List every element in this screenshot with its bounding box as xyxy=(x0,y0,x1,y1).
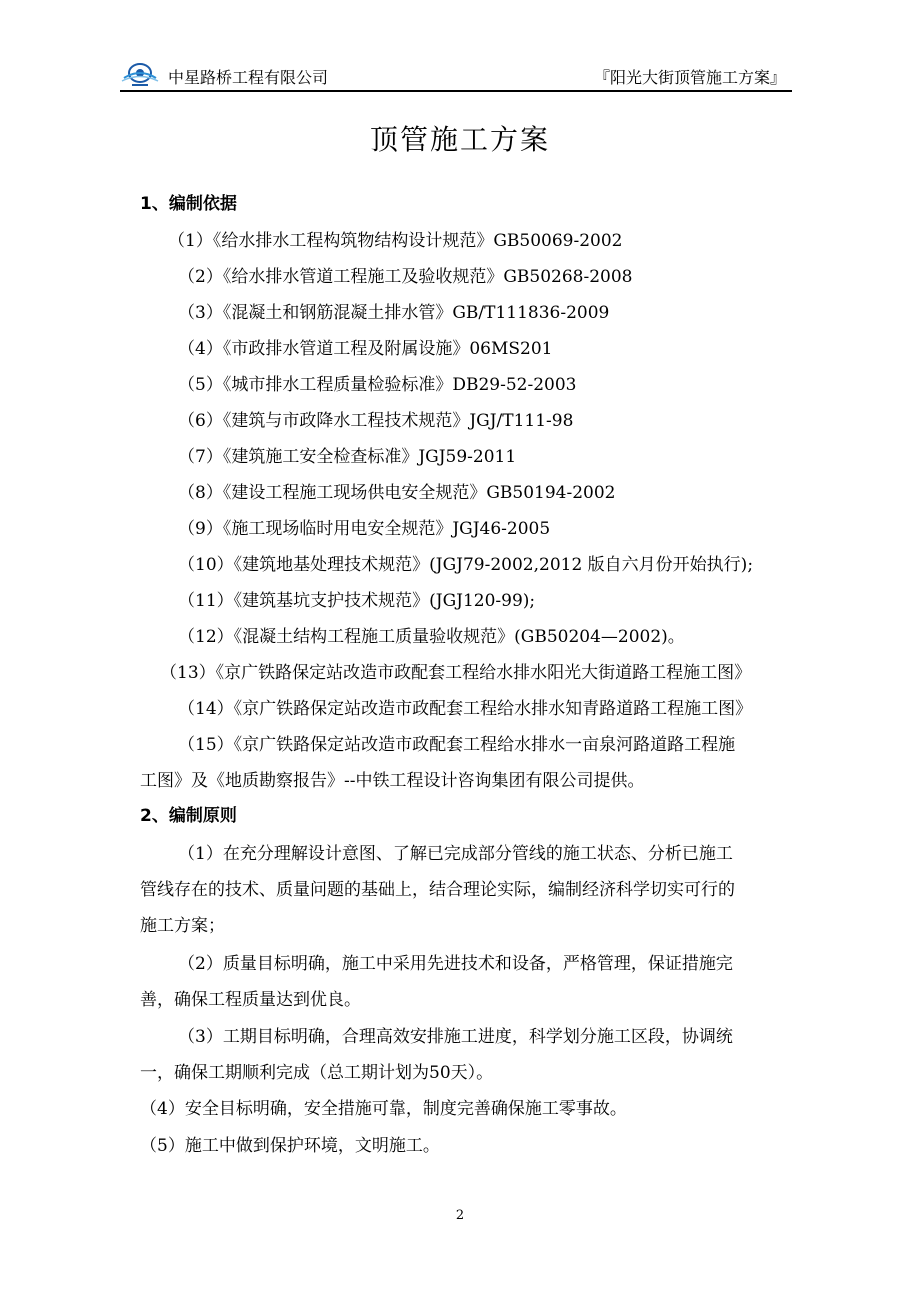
paragraph-line: （1）在充分理解设计意图、了解已完成部分管线的施工状态、分析已施工 xyxy=(178,844,733,864)
page-header xyxy=(120,62,792,90)
paragraph-line: 一，确保工期顺利完成（总工期计划为50天）。 xyxy=(140,1063,494,1083)
paragraph-line: 施工方案； xyxy=(140,916,225,936)
list-item: （14）《京广铁路保定站改造市政配套工程给水排水知青路道路工程施工图》 xyxy=(178,699,753,719)
project-name: 『阳光大街顶管施工方案』 xyxy=(593,68,786,87)
list-item: （2）《给水排水管道工程施工及验收规范》GB50268-2008 xyxy=(178,267,633,287)
list-item: （9）《施工现场临时用电安全规范》JGJ46-2005 xyxy=(178,519,551,539)
list-item: （7）《建筑施工安全检查标准》JGJ59-2011 xyxy=(178,447,517,467)
list-item: （15）《京广铁路保定站改造市政配套工程给水排水一亩泉河路道路工程施 xyxy=(178,735,736,755)
list-item: （13）《京广铁路保定站改造市政配套工程给水排水阳光大街道路工程施工图》 xyxy=(160,663,752,683)
section-heading-basis: 1、编制依据 xyxy=(140,194,237,214)
paragraph-line: （2）质量目标明确，施工中采用先进技术和设备，严格管理，保证措施完 xyxy=(178,954,733,974)
list-item: （6）《建筑与市政降水工程技术规范》JGJ/T111-98 xyxy=(178,411,574,431)
list-item: 工图》及《地质勘察报告》--中铁工程设计咨询集团有限公司提供。 xyxy=(140,771,645,791)
paragraph-line: （4）安全目标明确，安全措施可靠，制度完善确保施工零事故。 xyxy=(140,1099,627,1119)
list-item: （1）《给水排水工程构筑物结构设计规范》GB50069-2002 xyxy=(168,231,623,251)
list-item: （11）《建筑基坑支护技术规范》(JGJ120-99); xyxy=(178,591,536,611)
list-item: （5）《城市排水工程质量检验标准》DB29-52-2003 xyxy=(178,375,577,395)
company-name: 中星路桥工程有限公司 xyxy=(168,68,329,87)
list-item: （3）《混凝土和钢筋混凝土排水管》GB/T111836-2009 xyxy=(178,303,610,323)
list-item: （4）《市政排水管道工程及附属设施》06MS201 xyxy=(178,339,553,359)
list-item: （10）《建筑地基处理技术规范》(JGJ79-2002,2012 版自六月份开始执行); xyxy=(178,555,754,575)
page-number: 2 xyxy=(455,1208,465,1223)
paragraph-line: （5）施工中做到保护环境，文明施工。 xyxy=(140,1136,440,1156)
paragraph-line: （3）工期目标明确，合理高效安排施工进度，科学划分施工区段，协调统 xyxy=(178,1027,733,1047)
page-title: 顶管施工方案 xyxy=(369,123,550,156)
paragraph-line: 善，确保工程质量达到优良。 xyxy=(140,990,361,1010)
header-divider xyxy=(120,90,792,92)
list-item: （8）《建设工程施工现场供电安全规范》GB50194-2002 xyxy=(178,483,616,503)
list-item: （12）《混凝土结构工程施工质量验收规范》(GB50204—2002)。 xyxy=(178,627,685,647)
company-logo-icon xyxy=(120,62,160,88)
section-heading-principles: 2、编制原则 xyxy=(140,806,237,826)
paragraph-line: 管线存在的技术、质量问题的基础上，结合理论实际，编制经济科学切实可行的 xyxy=(140,880,735,900)
